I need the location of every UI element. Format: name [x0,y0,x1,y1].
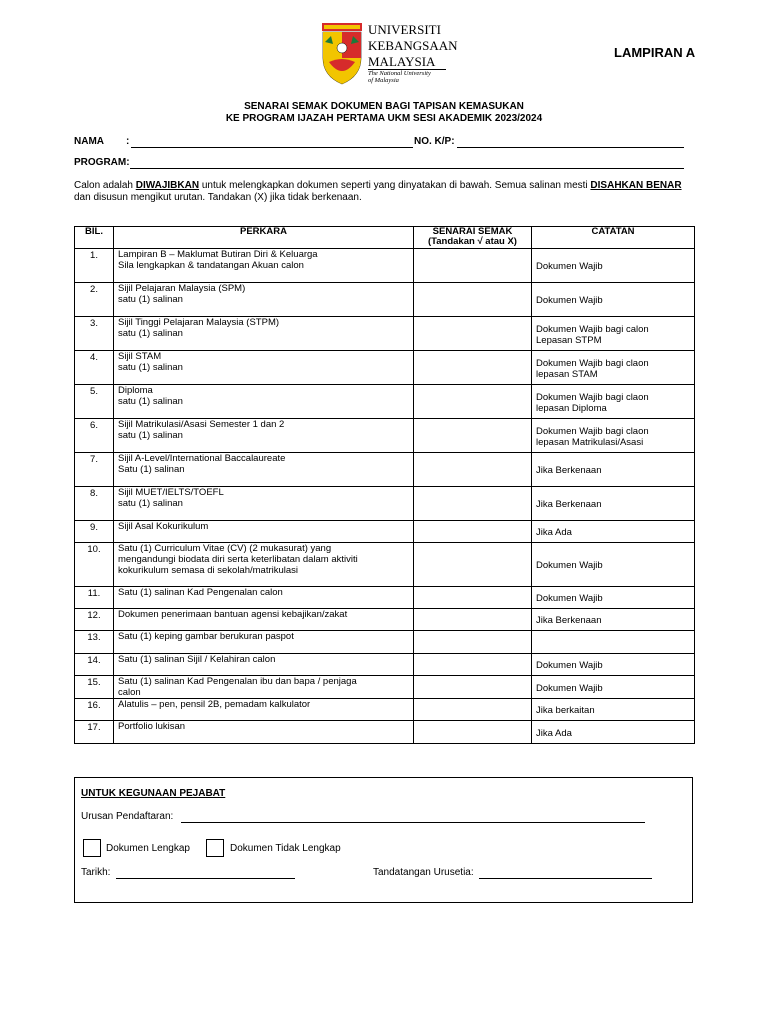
table-row [75,721,695,744]
table-row [75,453,695,487]
catatan-line: Lepasan STPM [536,334,602,346]
tandatangan-field[interactable] [479,867,652,879]
header-senarai-semak [414,227,532,249]
row-bil: 15. [75,676,114,699]
perkara-line: Satu (1) keping gambar berukuran paspot [118,631,294,642]
row-catatan [532,543,695,587]
row-perkara [114,699,414,721]
row-senarai-semak-cell[interactable] [414,385,532,419]
table-row [75,631,695,654]
catatan-line: Jika Ada [536,527,572,538]
row-catatan [532,699,695,721]
perkara-line: satu (1) salinan [118,498,183,509]
catatan-line: Dokumen Wajib bagi calon [536,323,649,335]
table-row [75,676,695,699]
row-bil: 17. [75,721,114,744]
dokumen-lengkap-label: Dokumen Lengkap [106,843,190,854]
intro-text: dan disusun mengikut urutan. Tandakan (X) jika tidak berkenaan. [74,192,362,203]
catatan-line: Jika Berkenaan [536,465,602,476]
table-row [75,654,695,676]
row-perkara [114,249,414,283]
row-perkara [114,487,414,521]
perkara-line: Satu (1) salinan Kad Pengenalan ibu dan bapa / penjaga [118,676,357,687]
perkara-line: Portfolio lukisan [118,721,186,732]
table-row [75,587,695,609]
row-senarai-semak-cell[interactable] [414,283,532,317]
nokp-label: NO. K/P: [414,136,455,147]
catatan-line: Jika Berkenaan [536,499,602,510]
catatan-line: Jika Ada [536,727,572,739]
row-bil: 14. [75,654,114,676]
row-bil: 3. [75,317,114,351]
document-title-line1: SENARAI SEMAK DOKUMEN BAGI TAPISAN KEMASUKAN [244,101,524,112]
university-name-line: MALAYSIA [368,54,436,69]
perkara-line: Sijil Pelajaran Malaysia (SPM) [118,283,246,294]
perkara-line: Sijil MUET/IELTS/TOEFL [118,487,224,498]
perkara-line: Sijil A-Level/International Baccalaureate [118,453,286,464]
perkara-line: calon [118,687,141,698]
row-perkara [114,631,414,654]
header-perkara: PERKARA [114,227,414,249]
catatan-line: Dokumen Wajib bagi claon [536,391,649,403]
nama-colon: : [126,136,130,147]
tarikh-label: Tarikh: [81,867,111,878]
table-row [75,351,695,385]
table-row [75,699,695,721]
perkara-line: Satu (1) salinan Kad Pengenalan calon [118,587,283,598]
catatan-line: Dokumen Wajib [536,593,603,604]
checklist-table [74,226,695,744]
office-use-title: UNTUK KEGUNAAN PEJABAT [81,788,226,799]
row-bil: 12. [75,609,114,631]
perkara-line: satu (1) salinan [118,294,183,305]
office-use-box [74,777,693,903]
header-semak-line: SENARAI SEMAK [432,226,513,237]
row-bil: 6. [75,419,114,453]
row-bil: 1. [75,249,114,283]
row-senarai-semak-cell[interactable] [414,543,532,587]
row-senarai-semak-cell[interactable] [414,317,532,351]
table-row [75,283,695,317]
perkara-line: Diploma [118,385,153,396]
perkara-line: Satu (1) salinan [118,464,185,475]
row-bil: 10. [75,543,114,587]
header-bil: BIL. [75,227,114,249]
intro-text: untuk melengkapkan dokumen seperti yang dinyatakan di bawah. Semua salinan mesti [199,180,591,191]
row-bil: 16. [75,699,114,721]
perkara-line: Dokumen penerimaan bantuan agensi kebajikan/zakat [118,609,348,620]
row-senarai-semak-cell[interactable] [414,419,532,453]
catatan-line: Dokumen Wajib [536,560,603,571]
tandatangan-label: Tandatangan Urusetia: [373,867,474,878]
intro-paragraph [74,180,694,204]
document-title-line2: KE PROGRAM IJAZAH PERTAMA UKM SESI AKADEMIK 2023/2024 [225,113,543,124]
row-catatan [532,283,695,317]
row-perkara [114,385,414,419]
perkara-line: Sijil Asal Kokurikulum [118,521,209,532]
nama-field[interactable] [131,136,413,148]
catatan-line: Dokumen Wajib [536,660,603,671]
catatan-line: Jika Berkenaan [536,615,602,626]
row-senarai-semak-cell[interactable] [414,587,532,609]
perkara-line: satu (1) salinan [118,430,183,441]
row-catatan [532,609,695,631]
row-catatan [532,521,695,543]
catatan-line: Dokumen Wajib bagi claon [536,425,649,437]
table-row [75,317,695,351]
row-senarai-semak-cell[interactable] [414,721,532,744]
urusan-field[interactable] [181,811,645,823]
row-bil: 8. [75,487,114,521]
urusan-label: Urusan Pendaftaran: [81,811,174,822]
perkara-line: Alatulis – pen, pensil 2B, pemadam kalkulator [118,699,311,710]
header-semak-line: (Tandakan √ atau X) [428,236,517,247]
perkara-line: Sijil STAM [118,351,162,362]
table-row [75,249,695,283]
perkara-line: Sijil Tinggi Pelajaran Malaysia (STPM) [118,317,280,328]
row-bil: 5. [75,385,114,419]
perkara-line: Satu (1) Curriculum Vitae (CV) (2 mukasurat) yang [118,543,332,554]
nokp-field[interactable] [457,136,684,148]
row-perkara [114,543,414,587]
perkara-line: kokurikulum semasa di sekolah/matrikulasi [118,565,299,576]
row-bil: 2. [75,283,114,317]
row-senarai-semak-cell[interactable] [414,453,532,487]
perkara-line: satu (1) salinan [118,362,183,373]
row-senarai-semak-cell[interactable] [414,521,532,543]
university-name [368,22,458,70]
row-catatan [532,351,695,385]
perkara-line: Sijil Matrikulasi/Asasi Semester 1 dan 2 [118,419,285,430]
catatan-line: Dokumen Wajib [536,682,603,694]
row-perkara [114,317,414,351]
row-perkara [114,419,414,453]
row-catatan [532,419,695,453]
row-senarai-semak-cell[interactable] [414,487,532,521]
university-subtitle [368,70,431,84]
row-catatan [532,249,695,283]
row-bil: 7. [75,453,114,487]
row-senarai-semak-cell[interactable] [414,351,532,385]
row-senarai-semak-cell[interactable] [414,631,532,654]
row-catatan [532,676,695,699]
tarikh-field[interactable] [116,867,295,879]
university-subtitle-line: The National University [368,70,431,77]
row-perkara [114,654,414,676]
perkara-line: satu (1) salinan [118,328,183,339]
row-perkara [114,453,414,487]
catatan-line: lepasan Matrikulasi/Asasi [536,436,644,448]
table-header-row [75,227,695,249]
row-catatan [532,654,695,676]
row-perkara [114,609,414,631]
row-perkara [114,587,414,609]
catatan-line: Jika berkaitan [536,705,595,716]
row-catatan [532,587,695,609]
lampiran-label: LAMPIRAN A [614,45,696,60]
dokumen-tidak-lengkap-label: Dokumen Tidak Lengkap [230,843,341,854]
row-catatan [532,631,695,654]
university-name-line: UNIVERSITI [368,22,441,37]
catatan-line: Dokumen Wajib [536,295,603,306]
perkara-line: satu (1) salinan [118,396,183,407]
perkara-line: Sila lengkapkan & tandatangan Akuan calon [118,260,304,271]
row-catatan [532,721,695,744]
perkara-line: mengandungi biodata diri serta keterlibatan dalam aktiviti [118,554,358,565]
row-senarai-semak-cell[interactable] [414,676,532,699]
header-catatan: CATATAN [532,227,695,249]
table-row [75,419,695,453]
row-bil: 4. [75,351,114,385]
row-perkara [114,283,414,317]
row-catatan [532,487,695,521]
intro-emphasis: DIWAJIBKAN [135,180,200,191]
ukm-crest-icon [322,23,362,84]
row-senarai-semak-cell[interactable] [414,654,532,676]
row-perkara [114,351,414,385]
row-bil: 13. [75,631,114,654]
catatan-line: lepasan STAM [536,368,598,380]
catatan-line: Dokumen Wajib bagi claon [536,357,649,369]
table-row [75,521,695,543]
table-row [75,487,695,521]
program-field[interactable] [130,157,684,169]
perkara-line: Satu (1) salinan Sijil / Kelahiran calon [118,654,276,665]
row-bil: 11. [75,587,114,609]
row-catatan [532,317,695,351]
catatan-line: lepasan Diploma [536,402,607,414]
table-row [75,543,695,587]
table-row [75,609,695,631]
table-row [75,385,695,419]
row-perkara [114,721,414,744]
row-catatan [532,385,695,419]
intro-emphasis: DISAHKAN BENAR [590,180,682,191]
row-senarai-semak-cell[interactable] [414,609,532,631]
perkara-line: Lampiran B – Maklumat Butiran Diri & Keluarga [118,249,318,260]
row-senarai-semak-cell[interactable] [414,699,532,721]
university-subtitle-line: of Malaysia [368,77,399,84]
program-label: PROGRAM: [74,157,130,168]
row-catatan [532,453,695,487]
catatan-line: Dokumen Wajib [536,261,603,272]
nama-label: NAMA [74,136,104,147]
university-name-line: KEBANGSAAN [368,38,458,53]
dokumen-lengkap-checkbox[interactable] [83,839,101,857]
row-bil: 9. [75,521,114,543]
dokumen-tidak-lengkap-checkbox[interactable] [206,839,224,857]
row-perkara [114,521,414,543]
row-senarai-semak-cell[interactable] [414,249,532,283]
intro-text: Calon adalah [74,180,136,191]
row-perkara [114,676,414,699]
